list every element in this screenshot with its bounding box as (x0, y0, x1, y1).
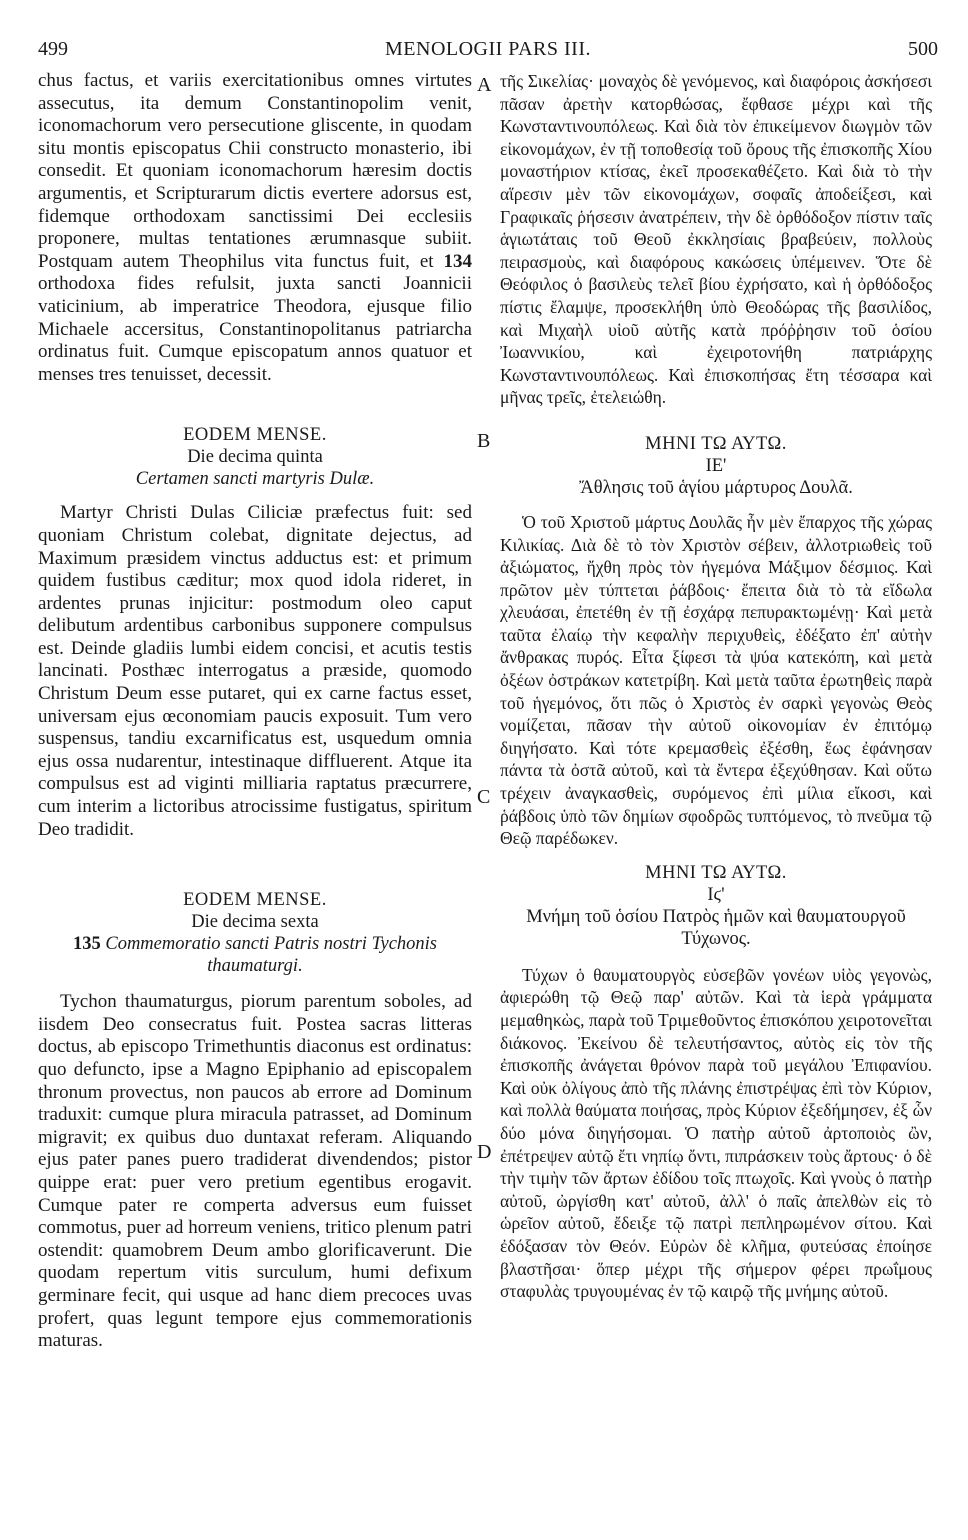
latin-heading-dulas: EODEM MENSE. Die decima quinta Certamen sancti martyris Dulæ. (135, 425, 375, 490)
greek-paragraph-tychon: Τύχων ὁ θαυματουργὸς εὐσεβῶν γονέων υἱὸς γεγονὼς, ἀφιερώθη τῷ Θεῷ παρ' αὐτῶν. Καὶ τὰ ἱερὰ γράμματα μεμαθηκὼς, παρὰ τοῦ Τριμεθοῦντος ἐπισκόπου χειροτονεῖται διάκονος. Ἐκείνου δὲ τελευτήσαντος, αὐτὸς εἰς τὸν τῆς ἐπισκοπῆς ἀνάγεται θρόνον παρὰ τοῦ μεγάλου Ἐπιφανίου. Καὶ οὐκ ὀλίγους ἀπὸ τῆς πλάνης ἐπιστρέψας ἐπὶ τὸν Κύριον, καὶ πολλὰ θαύματα ποιήσας, πρὸς Κύριον ἐξεδήμησεν, ἐξ ὧν δύο μόνα διηγήσομαι. Ὁ πατὴρ αὐτοῦ ἀρτοποιὸς ὢν, ἐπέτρεψεν αὐτῷ ἔτι νηπίῳ ὄντι, πιπράσκειν τοὺς ἄρτους· ὁ δὲ τὴν τιμὴν τῶν ἄρτων ἐδίδου τοῖς πτωχοῖς. Καὶ γνοὺς ὁ πατὴρ αὐτοῦ, ὠργίσθη κατ' αὐτοῦ, ἀλλ' ὁ παῖς ἀπελθὼν εἰς τὸ ὡρεῖον αὐτοῦ, ἔδειξε τῷ πατρὶ πεπληρωμένον σίτου. Καὶ ἐδόξασαν τὸν Θεόν. Εὑρὼν δὲ κλῆμα, φυτεύσας ἐποίησε βλαστῆσαι· ὅπερ μέχρι τῆς σήμερον φέρει πρωΐμους σταφυλὰς τρυγουμένας ἐν τῷ καιρῷ τῆς μνήμης αὐτοῦ. (500, 964, 932, 1302)
margin-letter-b: B (477, 430, 491, 452)
section-number-134: 134 (443, 250, 473, 272)
running-title: MENOLOGII PARS III. (385, 38, 591, 60)
latin-paragraph-dulas: Martyr Christi Dulas Ciliciæ præfectus fuit: sed quoniam Christum colebat, dignitate dejectus, ad Maximum præsidem vinctus adductus est: et primum quidem fustibus cæditur; mox quod idola rideret, in ardentes prunas injicitur: postmodum oleo caput delibutum ardentibus carbonibus supponere compulsus est. Deinde gladiis lumbi eidem concisi, et acutis testis lancinati. Posthæc interrogatus a præside, quomodo Christum Deum esse putaret, qui ex carne factus esset, universam ejus œconomiam paucis exposuit. Tum vero suspensus, tandiu excarnificatus est, usquedum omnia ejus ossa nudarentur, intestinaque diffluerent. Atque ita compulsus est ad viginti milliaria raptatus præcurrere, cum interim a lictoribus atrocissime fustigatus, spiritum Deo tradidit. (38, 502, 472, 840)
latin-heading-tychon: EODEM MENSE. Die decima sexta 135 Commemoratio sancti Patris nostri Tychonis thaumaturgi. (72, 890, 437, 977)
greek-paragraph-dulas: Ὁ τοῦ Χριστοῦ μάρτυς Δουλᾶς ἦν μὲν ἔπαρχος τῆς χώρας Κιλικίας. Διὰ δὲ τὸ τὸν Χριστὸν σέβειν, ἀλλοτριωθεὶς τοῦ ἀξιώματος, ἤχθη πρὸς τὸν ἡγεμόνα Μάξιμον δέσμιος. Καὶ πρῶτον μὲν τύπτεται ῥάβδοις· ἔπειτα διὰ τὸ τὰ εἴδωλα χλευάσαι, ἐπετέθη ἐν τῇ ἐσχάρᾳ πεπυρακτωμένῃ· Καὶ μετὰ ταῦτα ἐλαίῳ τὴν κεφαλὴν περιχυθεὶς, ἐδέξατο ἐπ' αὐτὴν ἄνθρακας πυρός. Εἶτα ξίφεσι τὰ ψύα κατεκόπη, καὶ μετὰ ὀξέων ὀστράκων κατετρίβη. Καὶ μετὰ ταῦτα ἐρωτηθεὶς παρὰ τοῦ ἡγεμόνος, ὅτι πῶς ὁ Χριστὸς ἐν σαρκὶ γεγονὼς Θεὸς νομίζεται, πᾶσαν τὴν αὐτοῦ οἰκονομίαν ἐν ἐπιτόμῳ διηγήσατο. Καὶ τότε κρεμασθεὶς ἐξέσθη, ἕως ἐφάνησαν πάντα τὰ ὀστᾶ αὐτοῦ, καὶ τὰ ἔντερα ἐξεχύθησαν. Καὶ οὕτω τρέχειν ἀναγκασθεὶς, συρόμενος ἐπὶ μίλια εἴκοσι, καὶ ῥάβδοις ὑπὸ τῶν δημίων σφοδρῶς τυπτόμενος, τὸ πνεῦμα τῷ Θεῷ παρέδωκεν. (500, 511, 932, 849)
greek-heading-dulas: ΜΗΝΙ ΤΩ ΑΥΤΩ. ΙΕ' Ἄθλησις τοῦ ἁγίου μάρτυρος Δουλᾶ. (579, 433, 853, 498)
page-header (38, 38, 938, 64)
greek-paragraph-1: τῆς Σικελίας· μοναχὸς δὲ γενόμενος, καὶ διαφόροις ἀσκήσεσι πᾶσαν ἀρετὴν κατορθώσας, ἔφθασε μέχρι καὶ τῆς Κωνσταντινουπόλεως. Καὶ διὰ τὸν ἐπικείμενον διωγμὸν τῶν εἰκονομάχων, ἐν τῇ τοποθεσίᾳ τοῦ ὄρους τῆς ἐπισκοπῆς Χίου μοναστήριον κτίσας, ἐκεῖ προσεκαθέζετο. Καὶ διὰ τὸ τὴν αἵρεσιν μὲν τῶν εἰκονομάχων, σοφαῖς ἀποδείξεσι, καὶ Γραφικαῖς ῥήσεσιν ἀνατρέπειν, τὴν δὲ ὀρθόδοξον πίστιν ταῖς ἁγιωτάταις τοῦ Θεοῦ ἐκκλησίαις βραβεύειν, πολλοὺς πειρασμοὺς, καὶ διαφόρους κακώσεις ὑπέμεινεν. Ὅτε δὲ Θεόφιλος ὁ βασιλεὺς τελεῖ βίου ἐχρήσατο, καὶ ἡ ὀρθόδοξος πίστις ἔλαμψε, προσεκλήθη ὑπὸ Θεοδώρας τῆς βασιλίδος, καὶ Μιχαὴλ υἱοῦ αὐτῆς κατὰ πρόῤῥησιν τοῦ ὁσίου Ἰωαννικίου, καὶ ἐχειροτονήθη πατριάρχης Κωνσταντινουπόλεως. Καὶ ἐπισκοπήσας ἔτη τέσσαρα καὶ μῆνας τρεῖς, ἐτελειώθη. (500, 71, 932, 408)
latin-paragraph-tychon: Tychon thaumaturgus, piorum parentum soboles, ad iisdem Deo consecratus fuit. Postea sacras litteras doctus, ab episcopo Trimethuntis diaconus est ordinatus: quo defuncto, ipse a Magno Epiphanio ad episcopalem thronum provectus, non paucos ab errore ad Dominum traduxit: cumque plura miracula patrasset, ad Dominum migravit; ex quibus duo duntaxat referam. Aliquando ejus pater panes puero tradiderat divendendos; pistor quippe erat: puer vero pretium egentibus erogavit. Cumque pater re comperta adversus eum fuisset commotus, puer ad horreum veniens, tritico plenum patri ostendit: quamobrem Deum ambo glorificaverunt. Die quodam repertum vitis surculum, humi defixum germinare fecit, qui usque ad hanc diem precoces uvas profert, quas legunt tempore ejus commemorationis maturas. (38, 991, 472, 1352)
right-page-number: 500 (908, 38, 938, 60)
latin-paragraph-1: chus factus, et variis exercitationibus omnes virtutes assecutus, ita demum Constantinopolim venit, iconomachorum vero persecutione gliscente, in quodam situ montis episcopatus Chii constructo monasterio, ibi consedit. Et quoniam iconomachorum hæresim doctis argumentis, et Scripturarum dictis evertere adorsus est, fidemque orthodoxam sanctissimi Dei ecclesiis proponere, multas tentationes ærumnasque subiit. Postquam autem Theophilus vita functus fuit, et 134 orthodoxa fides refulsit, juxta sancti Joannicii vaticinium, ab imperatrice Theodora, ejusque filio Michaele accersitus, Constantinopolitanus patriarcha ordinatus fuit. Cumque episcopatum annos quatuor et menses tres tenuisset, decessit. (38, 70, 473, 385)
greek-heading-tychon: ΜΗΝΙ ΤΩ ΑΥΤΩ. Ιϛ' Μνήμη τοῦ ὁσίου Πατρὸς ἡμῶν καὶ θαυματουργοῦ Τύχωνος. (526, 862, 906, 949)
margin-letter-c: C (477, 786, 491, 808)
margin-letter-d: D (477, 1141, 492, 1163)
greek-column (500, 70, 932, 1303)
margin-letter-a: A (477, 74, 492, 96)
section-number-135: 135 (72, 934, 101, 955)
left-page-number: 499 (38, 38, 68, 60)
latin-column (38, 70, 472, 1353)
